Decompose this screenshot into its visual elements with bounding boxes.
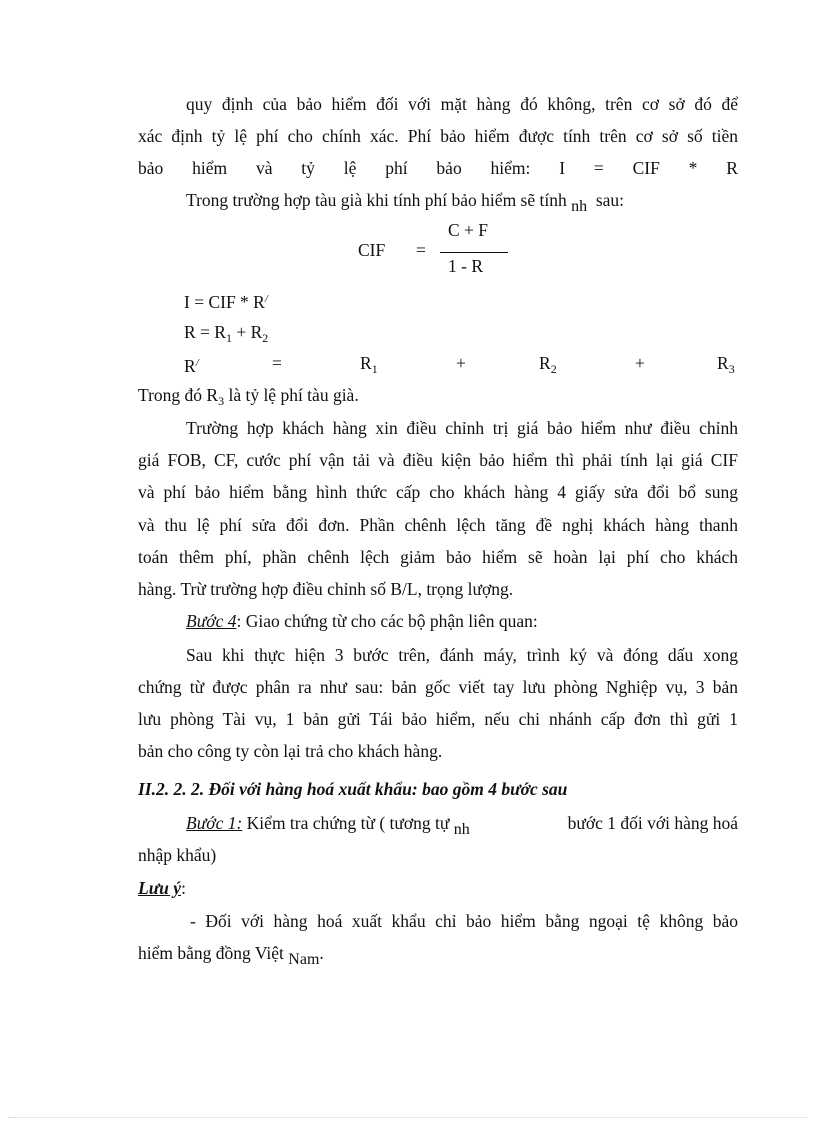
section-heading: II.2. 2. 2. Đối với hàng hoá xuất khẩu: bao gồm 4 bước sau [138, 779, 568, 799]
para1-line2: xác định tỷ lệ phí cho chính xác. Phí bảo hiểm được tính trên cơ sở số tiền [138, 126, 738, 146]
line3-word: tỷ [301, 158, 315, 178]
formula-r [184, 321, 784, 349]
after-line-2: chứng từ được phân ra như sau: bản gốc viết tay lưu phòng Nghiệp vụ, 3 bản [138, 677, 738, 697]
step4-text: : Giao chứng từ cho các bộ phận liên quan: [236, 611, 538, 631]
line3-word: hiểm [192, 158, 228, 178]
rprime-r2: $R_2$ [539, 353, 557, 376]
formula-r-plus: + R [231, 322, 263, 342]
step1-label: Bước 1: [186, 813, 243, 833]
adjust-line-5: toán thêm phí, phần chênh lệch giảm bảo hiểm sẽ hoàn lại phí cho khách [138, 547, 738, 567]
cif-formula-numerator: C + F [448, 220, 489, 240]
prime-mark: / [264, 293, 268, 305]
nh-fragment-2: nh [453, 821, 470, 838]
after-line-1: Sau khi thực hiện 3 bước trên, đánh máy, trình ký và đóng dấu xong [186, 645, 738, 665]
step1-text-end: bước 1 đối với hàng hoá [567, 813, 738, 833]
line3-word: bảo [138, 158, 164, 178]
old-ship-text: Trong trường hợp tàu già khi tính phí bảo hiểm sẽ tính [186, 190, 567, 210]
after-line-3: lưu phòng Tài vụ, 1 bản gửi Tái bảo hiểm, nếu chi nhánh cấp đơn thì gửi 1 [138, 709, 738, 729]
page-footer-rule [8, 1117, 808, 1118]
line3-word: CIF [632, 158, 660, 178]
line3-word: R [726, 158, 738, 178]
old-ship-sentence [186, 189, 738, 213]
note-colon: : [181, 878, 186, 898]
line3-word: I [559, 158, 566, 178]
note-label: Lưu ý [138, 878, 182, 898]
after-line-last: bản cho công ty còn lại trả cho khách hàng. [138, 741, 443, 761]
step1-text: Kiểm tra chứng từ ( tương tự [242, 813, 450, 833]
line3-word: = [593, 158, 604, 178]
rprime-r1: $R_1$ [360, 353, 378, 376]
formula-r-sub1: 1 [225, 331, 232, 345]
line3-word: phí [385, 158, 408, 178]
line3-word: hiểm: [490, 158, 531, 178]
adjust-line-1: Trường hợp khách hàng xin điều chỉnh trị giá bảo hiểm như điều chỉnh [186, 418, 738, 438]
line3-word: bảo [436, 158, 462, 178]
r3-note: Trong đó $R_3$ là tỷ lệ phí tàu già. [138, 385, 359, 408]
adjust-line-4: và thu lệ phí sửa đổi đơn. Phần chênh lệch tăng đề nghị khách hàng thanh [138, 515, 738, 535]
formula-r-sub2: 2 [262, 331, 269, 345]
line3-word: lệ [343, 158, 357, 178]
rprime-lhs: R/ [184, 356, 199, 376]
nh-fragment: nh [571, 198, 588, 215]
formula-i [184, 288, 784, 313]
note-label-line [138, 877, 738, 899]
para1-line3 [138, 157, 738, 179]
cif-formula-equals: = [416, 240, 426, 260]
adjust-line-last: hàng. Trừ trường hợp điều chỉnh số B/L, trọng lượng. [138, 579, 514, 599]
old-ship-text-end: sau: [595, 190, 625, 210]
fraction-bar [440, 252, 508, 253]
note-line-2: hiểm bằng đồng Việt Nam. [138, 943, 324, 968]
line3-word: và [255, 158, 273, 178]
cif-formula [358, 220, 558, 280]
cif-formula-denominator: 1 - R [448, 256, 483, 276]
adjust-line-3: và phí bảo hiểm bằng hình thức cấp cho khách hàng 4 giấy sửa đổi bổ sung [138, 482, 738, 502]
line3-word: * [688, 158, 698, 178]
note-line-1: - Đối với hàng hoá xuất khẩu chỉ bảo hiểm bằng ngoại tệ không bảo [190, 911, 738, 931]
step4-label: Bước 4 [186, 611, 237, 631]
rprime-plus2: + [635, 353, 645, 373]
formula-r-lhs: R = R [184, 322, 226, 342]
adjust-line-2: giá FOB, CF, cước phí vận tải và điều kiện bảo hiểm thì phải tính lại giá CIF [138, 450, 738, 470]
rprime-plus1: + [456, 353, 466, 373]
nam-fragment: Nam [288, 951, 320, 968]
step4-line [186, 610, 738, 632]
rprime-r3: $R_3$ [717, 353, 735, 376]
formula-i-text: I = CIF * R [184, 292, 265, 312]
cif-formula-lhs: CIF [358, 240, 386, 260]
step1-line2: nhập khẩu) [138, 845, 217, 865]
rprime-equals: = [272, 353, 282, 373]
step1-line [186, 812, 738, 836]
para1-line1: quy định của bảo hiểm đối với mặt hàng đó không, trên cơ sở đó để [186, 94, 738, 114]
